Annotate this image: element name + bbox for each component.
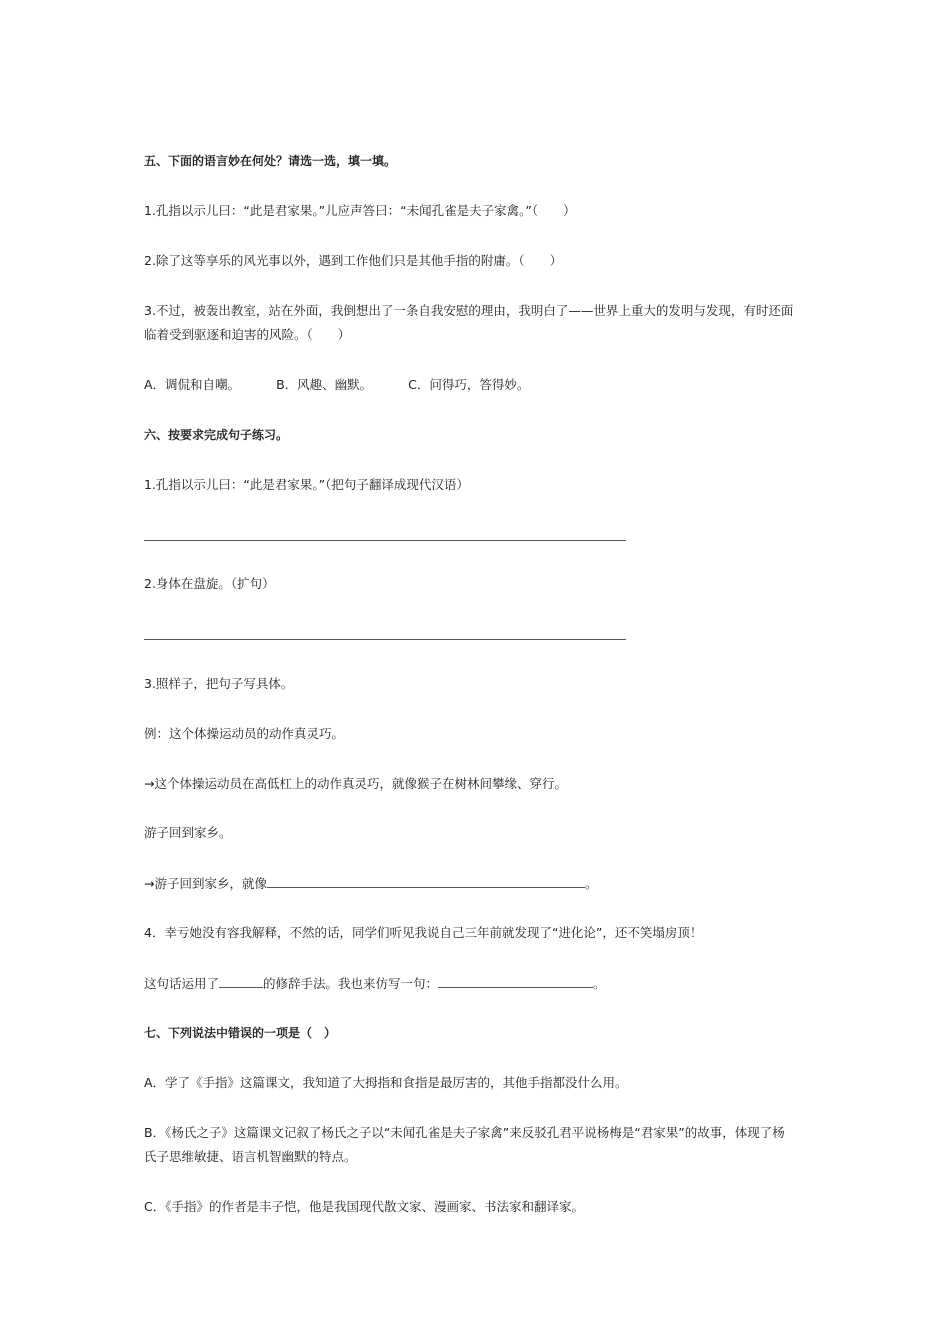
rhetoric-fill-line — [144, 974, 606, 993]
section-6-heading: 六、按要求完成句子练习。 — [144, 428, 289, 442]
section-7-option-a: A．学了《手指》这篇课文，我知道了大拇指和食指是最厉害的，其他手指都没什么用。 — [144, 1075, 628, 1090]
section-6-question-2: 2.身体在盘旋。（扩句） — [144, 576, 275, 591]
section-5-heading: 五、下面的语言妙在何处？请选一选，填一填。 — [144, 154, 397, 168]
section-7-option-b-line-2: 氏子思维敏捷、语言机智幽默的特点。 — [144, 1149, 357, 1164]
section-7-heading: 七、下列说法中错误的一项是（ ） — [144, 1026, 337, 1040]
section-7-option-b-line-1: B．《杨氏之子》这篇课文记叙了杨氏之子以“未闻孔雀是夫子家禽”来反驳孔君平说杨梅是“君家果”的故事，体现了杨 — [144, 1125, 785, 1140]
rhetoric-fill-prefix: 这句话运用了 — [144, 976, 220, 991]
section-7-option-c: C．《手指》的作者是丰子恺，他是我国现代散文家、漫画家、书法家和翻译家。 — [144, 1199, 584, 1214]
example-answer: →这个体操运动员在高低杠上的动作真灵巧，就像猴子在树林间攀缘、穿行。 — [144, 776, 567, 791]
answer-blank-2[interactable] — [144, 639, 626, 640]
section-5-question-1: 1.孔指以示儿曰：“此是君家果。”儿应声答曰：“未闻孔雀是夫子家禽。”（ ） — [144, 203, 576, 218]
prompt-sentence: 游子回到家乡。 — [144, 825, 232, 840]
section-5-question-2: 2.除了这等享乐的风光事以外，遇到工作他们只是其他手指的附庸。（ ） — [144, 253, 563, 268]
section-6-question-3: 3.照样子，把句子写具体。 — [144, 676, 294, 691]
section-6-question-1: 1.孔指以示儿曰：“此是君家果。”（把句子翻译成现代汉语） — [144, 477, 469, 492]
section-5-options — [144, 376, 529, 394]
rhetoric-fill-suffix: 。 — [593, 976, 606, 991]
imitation-blank[interactable] — [438, 974, 593, 988]
option-a: A．调侃和自嘲。 — [144, 377, 241, 392]
prompt-answer-prefix: →游子回到家乡，就像 — [144, 876, 267, 891]
section-6-question-4: 4．幸亏她没有容我解释，不然的话，同学们听见我说自己三年前就发现了“进化论”，还不笑塌房顶！ — [144, 925, 703, 940]
rhetoric-blank[interactable] — [219, 974, 263, 988]
prompt-answer-line — [144, 874, 598, 893]
option-b: B．风趣、幽默。 — [276, 377, 373, 392]
prompt-answer-suffix: 。 — [584, 876, 598, 891]
option-c: C．问得巧，答得妙。 — [408, 377, 530, 392]
rhetoric-fill-mid: 的修辞手法。我也来仿写一句： — [263, 976, 439, 991]
answer-blank-1[interactable] — [144, 540, 626, 541]
example-sentence: 例：这个体操运动员的动作真灵巧。 — [144, 726, 345, 741]
prompt-answer-blank[interactable] — [267, 874, 585, 888]
section-5-question-3-line-2: 临着受到驱逐和迫害的风险。（ ） — [144, 327, 351, 342]
section-5-question-3-line-1: 3.不过，被轰出教室，站在外面，我倒想出了一条自我安慰的理由，我明白了——世界上重大的发明与发现，有时还面 — [144, 303, 794, 318]
